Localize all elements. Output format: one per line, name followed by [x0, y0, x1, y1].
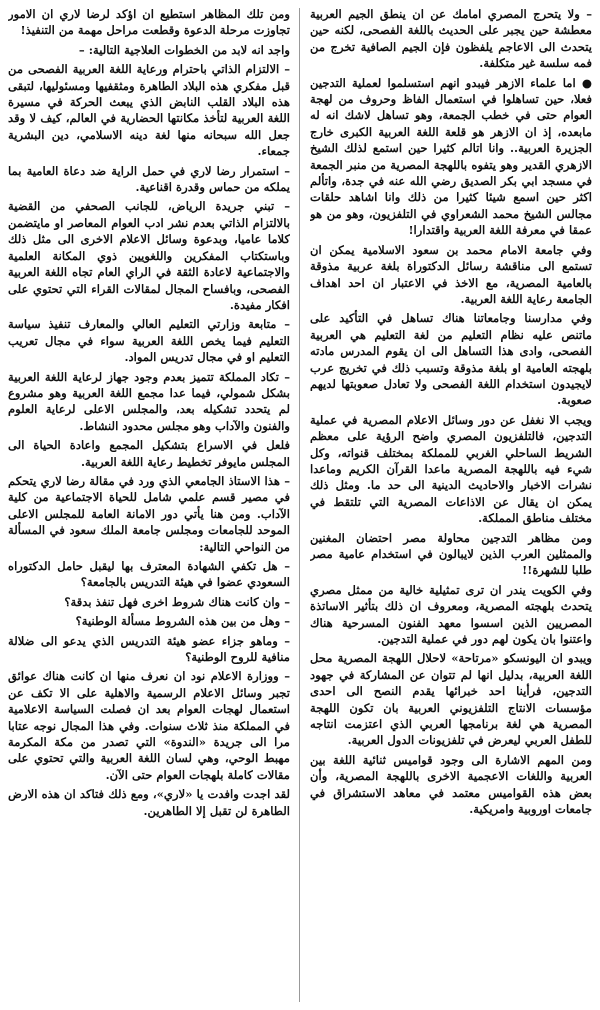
- article-column-left: [8, 6, 290, 1004]
- paragraph: – هل تكفي الشهادة المعترف بها ليقبل حامل الدكتوراه السعودي عضوا في هيئة التدريس بالجامعة؟: [8, 559, 290, 590]
- paragraph: – تكاد المملكة تتميز بعدم وجود جهاز لرعاية اللغة العربية بشكل شمولي، فيما عدا مجمع اللغة العربية وهو مشروع لم يتحدد تشكيله بعد، والمجلس الاعلى لرعاية العلوم والفنون والآداب وهو مجلس محدود النشاط.: [8, 369, 290, 433]
- paragraph: – ووزارة الاعلام نود ان نعرف منها ان كانت هناك عوائق تجبر وسائل الاعلام الرسمية والاهلية على الا تكف عن استعمال لهجات العوام بعد ان فصلت السياسة الاعلامية في المملكة منذ ثلاث سنوات. وفي هذا المجال نوجه عتابا مرا الى جريدة «الندوة» التي تصدر من مكة المكرمة مهبط الوحي، وهي لسان اللغة العربية والتي تحتوي على مقالات كاملة بلهجات العوام حتى الآن.: [8, 669, 290, 782]
- paragraph: ومن المهم الاشارة الى وجود قواميس ثنائية اللغة بين العربية واللغات الاعجمية الاخرى باللهجة المصرية، وأن بعض هذه القواميس معتمد في معاهد الاستشراق في جامعات اوروبية وامريكية.: [310, 752, 592, 817]
- paragraph: – ولا يتحرج المصري امامك عن ان ينطق الجيم العربية معطشة حين يجبر على الحديث باللغة الفصحى، لكنه حين يتحدث الى الاعاجم يلفظون فإن الجيم الصافية تخرج من فمه سلسة غير متكلفة.: [310, 7, 592, 71]
- paragraph: ويجب الا نغفل عن دور وسائل الاعلام المصرية في عملية التدجين، فالتلفزيون المصري واضح الرؤية على معظم الشريط الساحلي الغربي للمملكة بمختلف قنواته، وكل شيء فيه باللهجة المصرية ماعدا القرآن الكريم وماعدا نشرات الاخبار والاحاديث الدينية الى حد ما. ومثل ذلك يمكن ان يقال عن الاذاعات المصرية التي تلتقط في مختلف مناطق المملكة.: [310, 412, 592, 526]
- paragraph: لقد اجدت وافدت يا «لاري»، ومع ذلك فتاكد ان هذه الارض الطاهرة لن تقبل إلا الطاهرين.: [8, 787, 290, 818]
- column-divider: [299, 8, 300, 1002]
- paragraph: وفي جامعة الامام محمد بن سعود الاسلامية يمكن ان تستمع الى مناقشة رسائل الدكتوراة بلغة عربية مذوقة بالعامية المصرية، مع الاخذ في الاعتبار ان احد اهداف الجامعة رعاية اللغة العربية.: [310, 242, 592, 306]
- paragraph: وفي مدارسنا وجامعاتنا هناك تساهل في التأكيد على ماتنص عليه نظام التعليم من لغة التعليم هي العربية الفصحى، وادى هذا التساهل الى ان يقوم المدرس مادته بلهجته العامية او بلغة مذوقة وتسبب ذلك في تخريج عرب لايجيدون استخدام اللغة الفصحى ولا تعادل صعوبتها لديهم صعوبة.: [310, 311, 592, 408]
- paragraph: – وهل من بين هذه الشروط مسألة الوطنية؟: [75, 614, 290, 629]
- paragraph: – وان كانت هناك شروط اخرى فهل تنفذ بدقة؟: [64, 594, 290, 609]
- paragraph: – متابعة وزارتي التعليم العالي والمعارف تنفيذ سياسة التعليم فيما يخص اللغة العربية سواء في مجال تعريب التعليم او في مجال تدريس المواد.: [8, 317, 290, 365]
- paragraph: فلعل في الاسراع بتشكيل المجمع واعادة الحياة الى المجلس مايوفر تخطيط رعاية اللغة العربية.: [8, 438, 290, 469]
- paragraph: ويبدو ان اليونسكو «مرتاحة» لاحلال اللهجة المصرية محل اللغة العربية، بدليل انها لم تتوان عن المشاركة في جهود التدجين، فرأينا احد خبرائها يقدم النصح الى احدى مؤسسات الانتاج التلفزيوني العربية بان تكون اللهجة المصرية هي لغة برنامجها العربي الذي اعتزمت انتاجه للطفل العربي ليعرض في تلفزيونات الدول العربية.: [310, 651, 592, 748]
- paragraph: وفي الكويت يندر ان ترى تمثيلية خالية من ممثل مصري يتحدث بلهجته المصرية، ومعروف ان ذلك بتأثير الاساتذة المصريين الذين اسسوا معهد الفنون المسرحية هناك واعتنوا بان يكون لهم دور في عملية التدجين.: [310, 582, 592, 647]
- paragraph: ومن تلك المظاهر استطيع ان اؤكد لرضا لاري ان الامور تجاوزت مرحلة الدعوة وقطعت مراحل مهمة من التنفيذ!: [8, 7, 290, 38]
- paragraph: – وماهو جزاء عضو هيئة التدريس الذي يدعو الى ضلالة منافية للروح الوطنية؟: [8, 633, 290, 665]
- paragraph: – استمرار رضا لاري في حمل الراية ضد دعاة العامية بما يملكه من حماس وقدرة اقناعية.: [8, 163, 290, 195]
- paragraph: – الالتزام الذاتي باحترام ورعاية اللغة العربية الفصحى من قبل مفكري هذه البلاد الطاهرة ومثقفيها ومسئوليها، لتبقى هذه البلاد القلب النابض الذي يبعث الحركة في مسيرة اللغة العربية لتأخذ مكانتها الحضارية في العالم، كيف لا وقد جعل الله سبحانه منها لغة دينه الاسلامي، دين البشرية جمعاء.: [8, 62, 290, 159]
- paragraph: ومن مظاهر التدجين محاولة مصر احتضان المغنين والممثلين العرب الذين لايبالون في استخدام عامية مصر طلبا للشهرة!!: [310, 530, 592, 578]
- paragraph: – هذا الاستاذ الجامعي الذي ورد في مقالة رضا لاري يتحكم في مصير قسم علمي شامل للحياة الاجتماعية من كلية الآداب. ومن هنا يأتي دور الامانة العامة للمجلس الاعلى الموحد للجامعات ومجلس جامعة الملك سعود في المسألة من النواحي التالية:: [8, 473, 290, 554]
- paragraph: – تبني جريدة الرياض، للجانب الصحفي من القضية بالالتزام الذاتي بعدم نشر ادب العوام المعاصر او مايتضمن كلاما عاميا، وبدعوة وسائل الاعلام الاخرى الى مثل ذلك وباستكتاب المفكرين واللغويين ذوي المكانة العلمية والاجتماعية لاعادة الثقة في الراي العام تجاه اللغة العربية الفصحى، وبافساح المجال لمقالات القراء التي تحتوي على افكار مفيدة.: [8, 199, 290, 312]
- article-column-right: [310, 6, 592, 1004]
- paragraph: ● اما علماء الازهر فيبدو انهم استسلموا لعملية التدجين فعلا، حين تساهلوا في استعمال الفاظ وحروف من لهجة العوام حتى في خطب الجمعة، وهو تساهل لاشك انه له مابعده، إذ ان الازهر هو قلعة اللغة العربية الكبرى خارج الجزيرة العربية.. وانا اتالم كثيرا حين استمع لذلك الشيخ الازهري القدير وهو يتفوه باللهجة المصرية من منبر الجمعة في مسجد ابي بكر الصديق رضي الله عنه في جدة، واتألم اكثر حين اسمع شيئا كثيرا من ذلك وانا اشاهد حلقات مجالس الشيخ محمد الشعراوي في التلفزيون، وهو من هو عمقا في معرفة اللغة العربية واقتدارا!: [310, 75, 592, 238]
- paragraph: واجد انه لابد من الخطوات العلاجية التالية: –: [78, 42, 290, 57]
